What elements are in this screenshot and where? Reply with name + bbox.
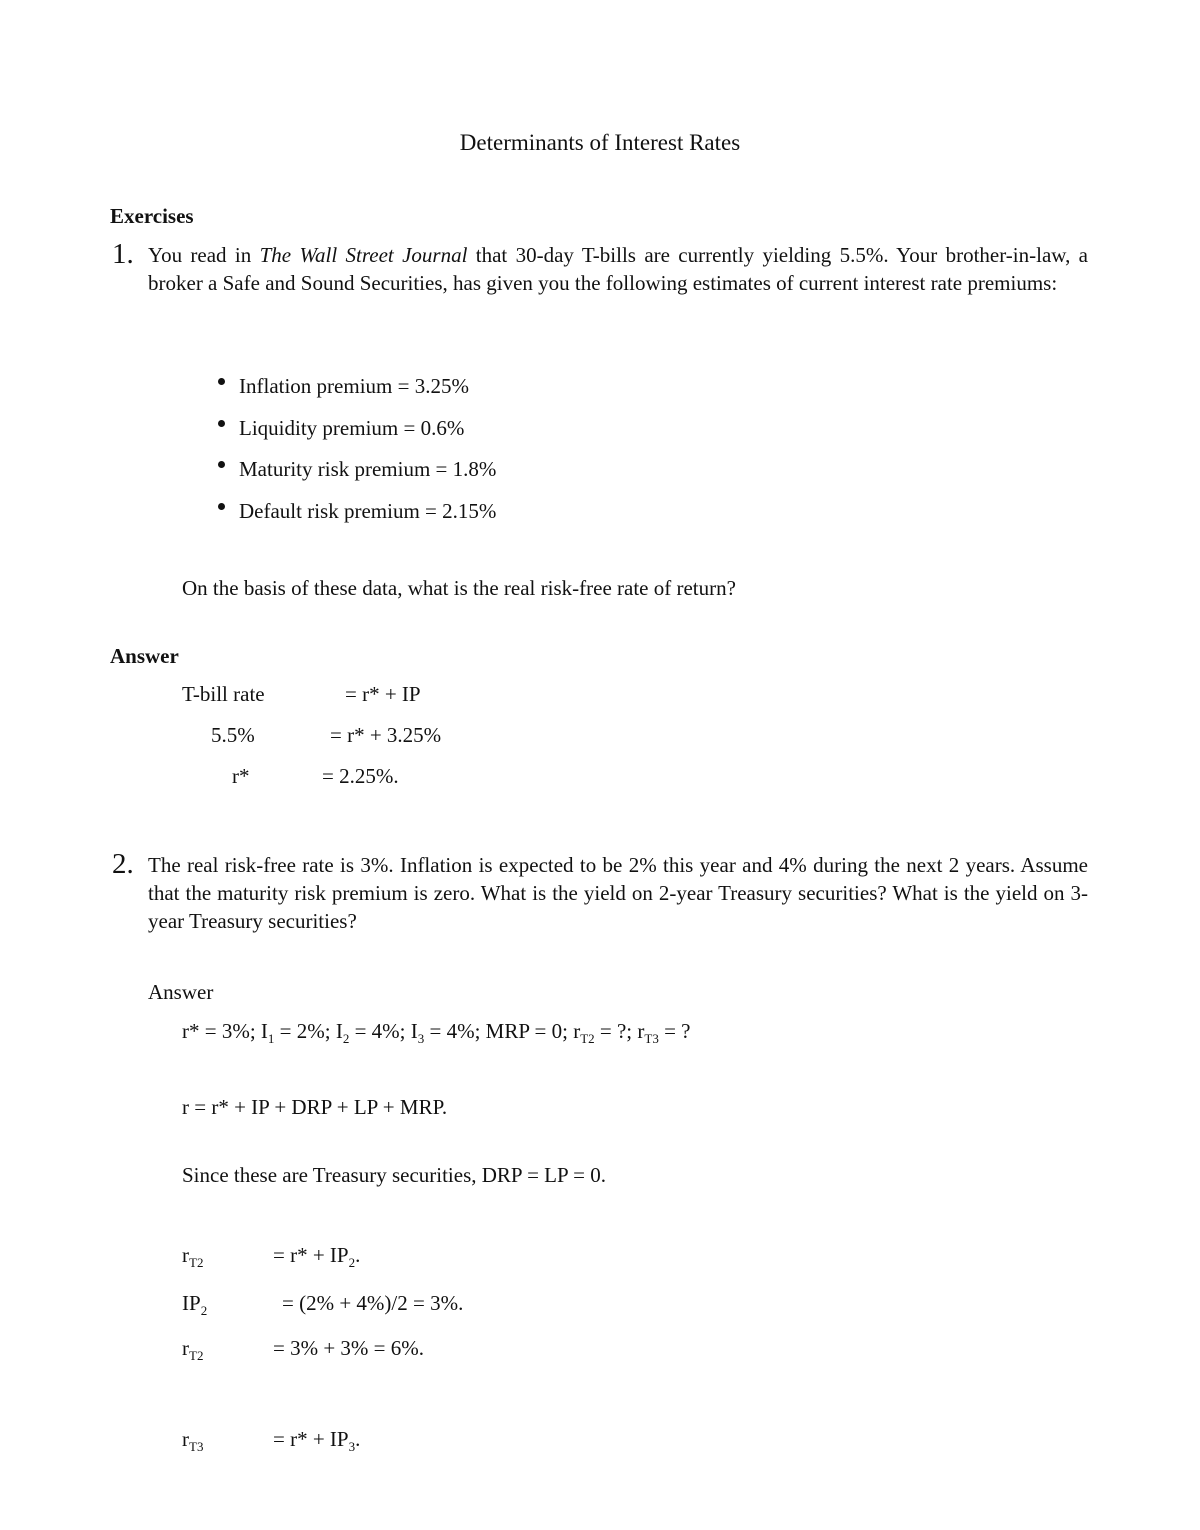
given-values: r* = 3%; $I_1 = 2\%$; $I_2 = 4\%$; $I_3 = 4\%$; MRP = 0; $r_{T2}$ = ?; $r_{T3}$ = ? <box>182 1019 691 1046</box>
journal-title: The Wall Street Journal <box>259 243 468 267</box>
answer-1-lhs: 5.5% <box>211 723 255 747</box>
step-lhs: $r_{T2}$ <box>182 1336 204 1363</box>
step-rhs: = $r* + IP_3$. <box>273 1427 361 1454</box>
question-1-number: 1. <box>112 238 134 270</box>
yield-formula: r = r* + IP + DRP + LP + MRP. <box>182 1095 448 1119</box>
page-title: Determinants of Interest Rates <box>459 130 741 155</box>
question-1-text: You read in The Wall Street Journal that 30-day T-bills are currently yielding 5.5%. Your brother-in-law, a broker a Safe and Sound Securities, has given you the following estimates of current interest rate premiums: <box>148 243 1089 295</box>
answer-1-rhs: = 2.25%. <box>322 764 399 788</box>
exercises-heading: Exercises <box>110 204 194 228</box>
answer-1-lhs: T-bill rate <box>182 682 265 706</box>
answer-1-heading: Answer <box>110 644 179 668</box>
bullet-icon <box>218 378 225 385</box>
step-lhs: $r_{T3}$ <box>182 1427 204 1454</box>
question-2-text: The real risk-free rate is 3%. Inflation is expected to be 2% this year and 4% during the next 2 years. Assume that the maturity risk premium is zero. What is the yield on 2-year Treasury securities? What is the yield on 3-year Treasury securities? <box>148 853 1088 933</box>
question-2-number: 2. <box>112 848 134 880</box>
treasury-note: Since these are Treasury securities, DRP = LP = 0. <box>182 1163 606 1187</box>
bullet-item: Default risk premium = 2.15% <box>218 497 496 525</box>
bullet-item: Liquidity premium = 0.6% <box>218 414 464 442</box>
answer-1-rhs: = r* + IP <box>345 682 421 706</box>
answer-1-rhs: = r* + 3.25% <box>330 723 442 747</box>
bullet-item: Inflation premium = 3.25% <box>218 372 469 400</box>
step-rhs: = $r* + IP_2$. <box>273 1243 361 1270</box>
question-1-prompt: On the basis of these data, what is the real risk-free rate of return? <box>182 576 736 600</box>
answer-1-lhs: r* <box>232 764 250 788</box>
step-rhs: = (2% + 4%)/2 = 3%. <box>282 1291 464 1315</box>
bullet-icon <box>218 503 225 510</box>
bullet-icon <box>218 420 225 427</box>
step-rhs: = 3% + 3% = 6%. <box>273 1336 425 1360</box>
bullet-item: Maturity risk premium = 1.8% <box>218 455 496 483</box>
step-lhs: $IP_2$ <box>182 1291 208 1318</box>
answer-2-heading: Answer <box>148 980 214 1004</box>
step-lhs: $r_{T2}$ <box>182 1243 204 1270</box>
bullet-icon <box>218 461 225 468</box>
